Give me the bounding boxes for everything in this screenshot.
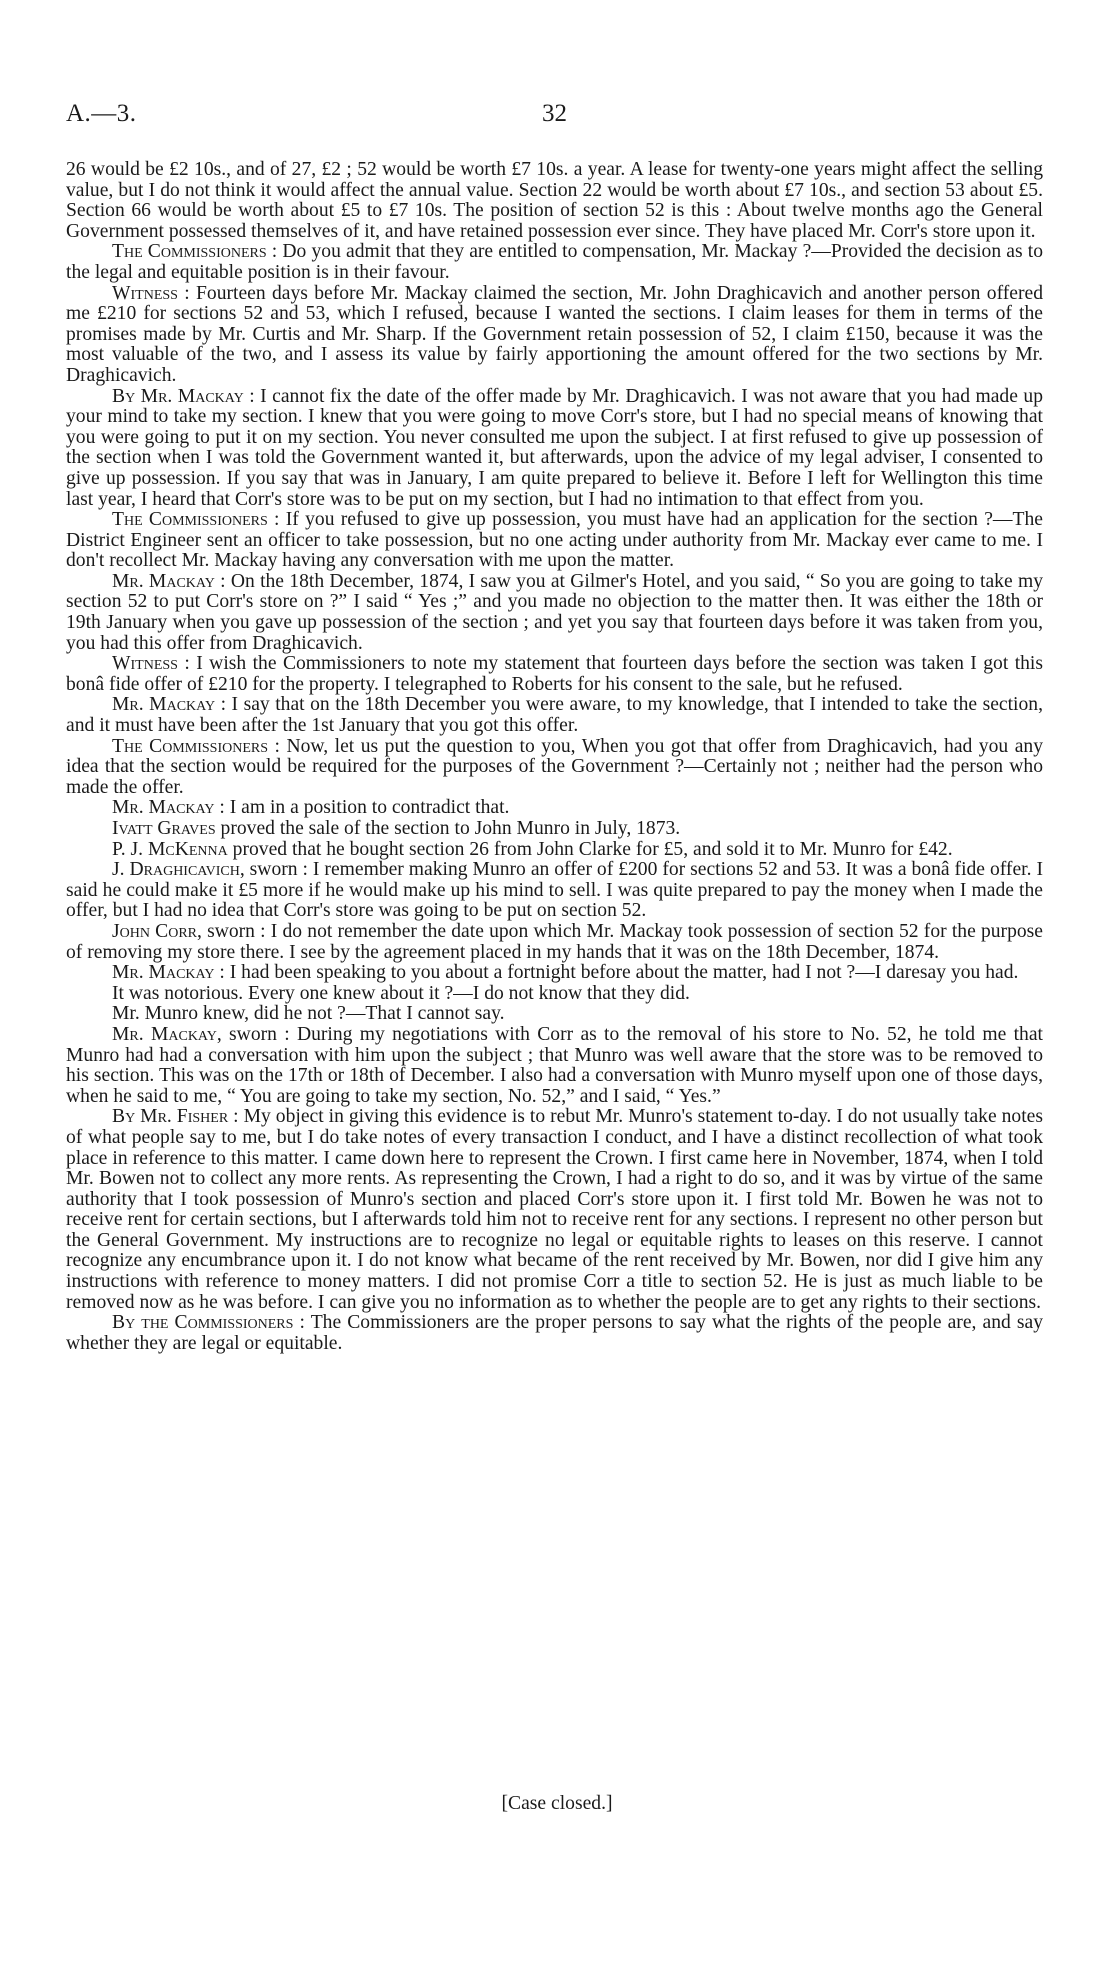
testimony-paragraph bbox=[66, 1025, 1043, 1107]
paragraph-text: : My object in giving this evidence is to rebut Mr. Munro's statement to-day. I do not usually take notes of what people say to me, but I do take notes of every transaction I conduct, and I have a distinct recollection of what took place in reference to this matter. I came down here to represent the Crown. I first came here in November, 1874, when I told Mr. Bowen not to collect any more rents. As representing the Crown, I had a right to do so, and it was by virtue of the same authority that I took possession of Munro's section and placed Corr's store upon it. I first told Mr. Bowen he was not to receive rent for certain sections, but I afterwards told him not to receive rent for any sections. I represent no other person but the General Government. My instructions are to recognize no legal or equitable rights to leases on this reserve. I cannot recognize any encumbrance upon it. I do not know what became of the rent received by Mr. Bowen, nor did I give him any instructions with reference to money matters. I did not promise Corr a title to section 52. He is just as much liable to be removed now as he was before. I can give you no information as to whether the people are to get any rights to their sections. bbox=[66, 1106, 1043, 1313]
paragraph-text: : I say that on the 18th December you were aware, to my knowledge, that I intended to take the section, and it must have been after the 1st January that you got this offer. bbox=[66, 694, 1043, 737]
paragraph-text: , sworn : During my negotiations with Corr as to the removal of his store to No. 52, he told me that Munro had had a conversation with him upon the subject ; that Munro was well aware that the store was to be removed to his section. This was on the 17th or 18th of December. I also had a conversation with Munro myself upon one of those days, when he said to me, “ You are going to take my section, No. 52,” and I said, “ Yes.” bbox=[66, 1023, 1043, 1107]
testimony-paragraph bbox=[66, 572, 1043, 654]
paragraph-text: : Now, let us put the question to you, When you got that offer from Draghicavich, had you any idea that the section would be required for the purposes of the Government ?—Certainly not ; neither had the person who made the offer. bbox=[66, 735, 1043, 798]
testimony-paragraph bbox=[66, 840, 1043, 861]
paragraph-text: : I had been speaking to you about a fortnight before about the matter, had I not ?—I daresay you had. bbox=[214, 962, 1019, 984]
document-reference: A.—3. bbox=[66, 100, 137, 127]
testimony-paragraph bbox=[66, 510, 1043, 572]
paragraph-text: : I cannot fix the date of the offer made by Mr. Draghicavich. I was not aware that you had made up your mind to take my section. I knew that you were going to move Corr's store, but I had no special means of knowing that you were going to put it on my section. You never consulted me upon the subject. I at first refused to give up possession of the section when I was told the Government wanted it, but afterwards, upon the advice of my legal adviser, I consented to give up possession. If you say that was in January, I am quite prepared to believe it. Before I left for Wellington this time last year, I heard that Corr's store was to be put on my section, but I had no intimation to that effect from you. bbox=[66, 385, 1043, 510]
speaker-name: The Commissioners bbox=[112, 735, 268, 757]
speaker-name: J. Draghicavich bbox=[112, 859, 240, 881]
testimony-paragraph bbox=[66, 963, 1043, 984]
testimony-paragraph bbox=[66, 922, 1043, 963]
speaker-name: Mr. Mackay bbox=[112, 962, 215, 984]
speaker-name: Ivatt Graves bbox=[112, 818, 216, 839]
testimony-paragraph bbox=[66, 819, 1043, 840]
testimony-paragraph bbox=[66, 1004, 1043, 1025]
speaker-name: By Mr. Fisher bbox=[112, 1106, 229, 1128]
testimony-paragraph bbox=[66, 1313, 1043, 1354]
paragraph-text: : Do you admit that they are entitled to compensation, Mr. Mackay ?—Provided the decision as to the legal and equitable position is in their favour. bbox=[66, 241, 1043, 283]
paragraph-text: proved the sale of the section to John Munro in July, 1873. bbox=[215, 818, 681, 839]
testimony-paragraph bbox=[66, 242, 1043, 283]
testimony-paragraph bbox=[66, 737, 1043, 799]
testimony-body bbox=[66, 160, 1043, 1354]
paragraph-text: : I wish the Commissioners to note my statement that fourteen days before the section was taken I got this bonâ fide offer of £210 for the property. I telegraphed to Roberts for his consent to the sale, but he refused. bbox=[66, 653, 1043, 695]
testimony-paragraph bbox=[66, 160, 1043, 242]
paragraph-text: : On the 18th December, 1874, I saw you at Gilmer's Hotel, and you said, “ So you are going to take my section 52 to put Corr's store on ?” I said “ Yes ;” and you made no objection to the matter then. It was either the 18th or 19th January when you gave up possession of the section ; and yet you say that fourteen days before it was taken from you, you had this offer from Draghicavich. bbox=[66, 570, 1043, 654]
testimony-paragraph bbox=[66, 284, 1043, 387]
paragraph-text: 26 would be £2 10s., and of 27, £2 ; 52 would be worth £7 10s. a year. A lease for twenty-one years might affect the selling value, but I do not think it would affect the annual value. Section 22 would be worth about £7 10s., and section 53 about £5. Section 66 would be worth about £5 to £7 10s. The position of section 52 is this : About twelve months ago the General Government possessed themselves of it, and have retained possession ever since. They have placed Mr. Corr's store upon it. bbox=[66, 159, 1043, 242]
testimony-paragraph bbox=[66, 1107, 1043, 1313]
speaker-name: Witness bbox=[112, 282, 178, 304]
case-closed-note: [Case closed.] bbox=[501, 1793, 613, 1814]
testimony-paragraph bbox=[66, 984, 1043, 1005]
paragraph-text: : The Commissioners are the proper persons to say what the rights of the people are, and say whether they are legal or equitable. bbox=[66, 1312, 1044, 1354]
speaker-name: P. J. McKenna bbox=[112, 838, 228, 860]
speaker-name: The Commissioners bbox=[112, 241, 267, 263]
speaker-name: By the Commissioners bbox=[112, 1312, 294, 1334]
speaker-name: John Corr bbox=[112, 920, 197, 942]
testimony-paragraph bbox=[66, 798, 1043, 819]
paragraph-text: : If you refused to give up possession, you must have had an application for the section ?—The District Engineer sent an officer to take possession, but no one acting under authority from Mr. Mackay ever came to me. I don't recollect Mr. Mackay having any conversation with me upon the matter. bbox=[66, 509, 1043, 572]
testimony-paragraph bbox=[66, 860, 1043, 922]
speaker-name: Mr. Mackay bbox=[112, 570, 215, 592]
speaker-name: The Commissioners bbox=[112, 509, 268, 531]
paragraph-text: Mr. Munro knew, did he not ?—That I cannot say. bbox=[112, 1003, 505, 1025]
paragraph-text: proved that he bought section 26 from John Clarke for £5, and sold it to Mr. Munro for £42. bbox=[227, 838, 953, 860]
speaker-name: By Mr. Mackay bbox=[112, 385, 244, 407]
paragraph-text: , sworn : I remember making Munro an offer of £200 for sections 52 and 53. It was a bonâ fide offer. I said he could make it £5 more if he would make up his mind to sell. I was quite prepared to pay the money when I made the offer, but I had no idea that Corr's store was going to be put on section 52. bbox=[66, 859, 1043, 922]
speaker-name: Witness bbox=[112, 653, 178, 675]
speaker-name: Mr. Mackay bbox=[112, 1023, 217, 1045]
page-header bbox=[66, 100, 1046, 134]
paragraph-text: , sworn : I do not remember the date upon which Mr. Mackay took possession of section 52 for the purpose of removing my store there. I see by the agreement placed in my hands that it was on the 18th December, 1874. bbox=[66, 920, 1043, 963]
speaker-name: Mr. Mackay bbox=[112, 797, 215, 819]
testimony-paragraph bbox=[66, 387, 1043, 511]
testimony-paragraph bbox=[66, 695, 1043, 736]
paragraph-text: : Fourteen days before Mr. Mackay claimed the section, Mr. John Draghicavich and another person offered me £210 for sections 52 and 53, which I refused, because I wanted the sections. I claim leases for them in terms of the promises made by Mr. Curtis and Mr. Sharp. If the Government retain possession of 52, I claim £150, because it was the most valuable of the two, and I assess its value by fairly apportioning the amount offered for the two sections by Mr. Draghicavich. bbox=[66, 282, 1043, 386]
paragraph-text: It was notorious. Every one knew about it ?—I do not know that they did. bbox=[112, 982, 690, 1004]
page-number: 32 bbox=[542, 100, 567, 127]
testimony-paragraph bbox=[66, 654, 1043, 695]
paragraph-text: : I am in a position to contradict that. bbox=[214, 797, 510, 819]
speaker-name: Mr. Mackay bbox=[112, 694, 216, 716]
